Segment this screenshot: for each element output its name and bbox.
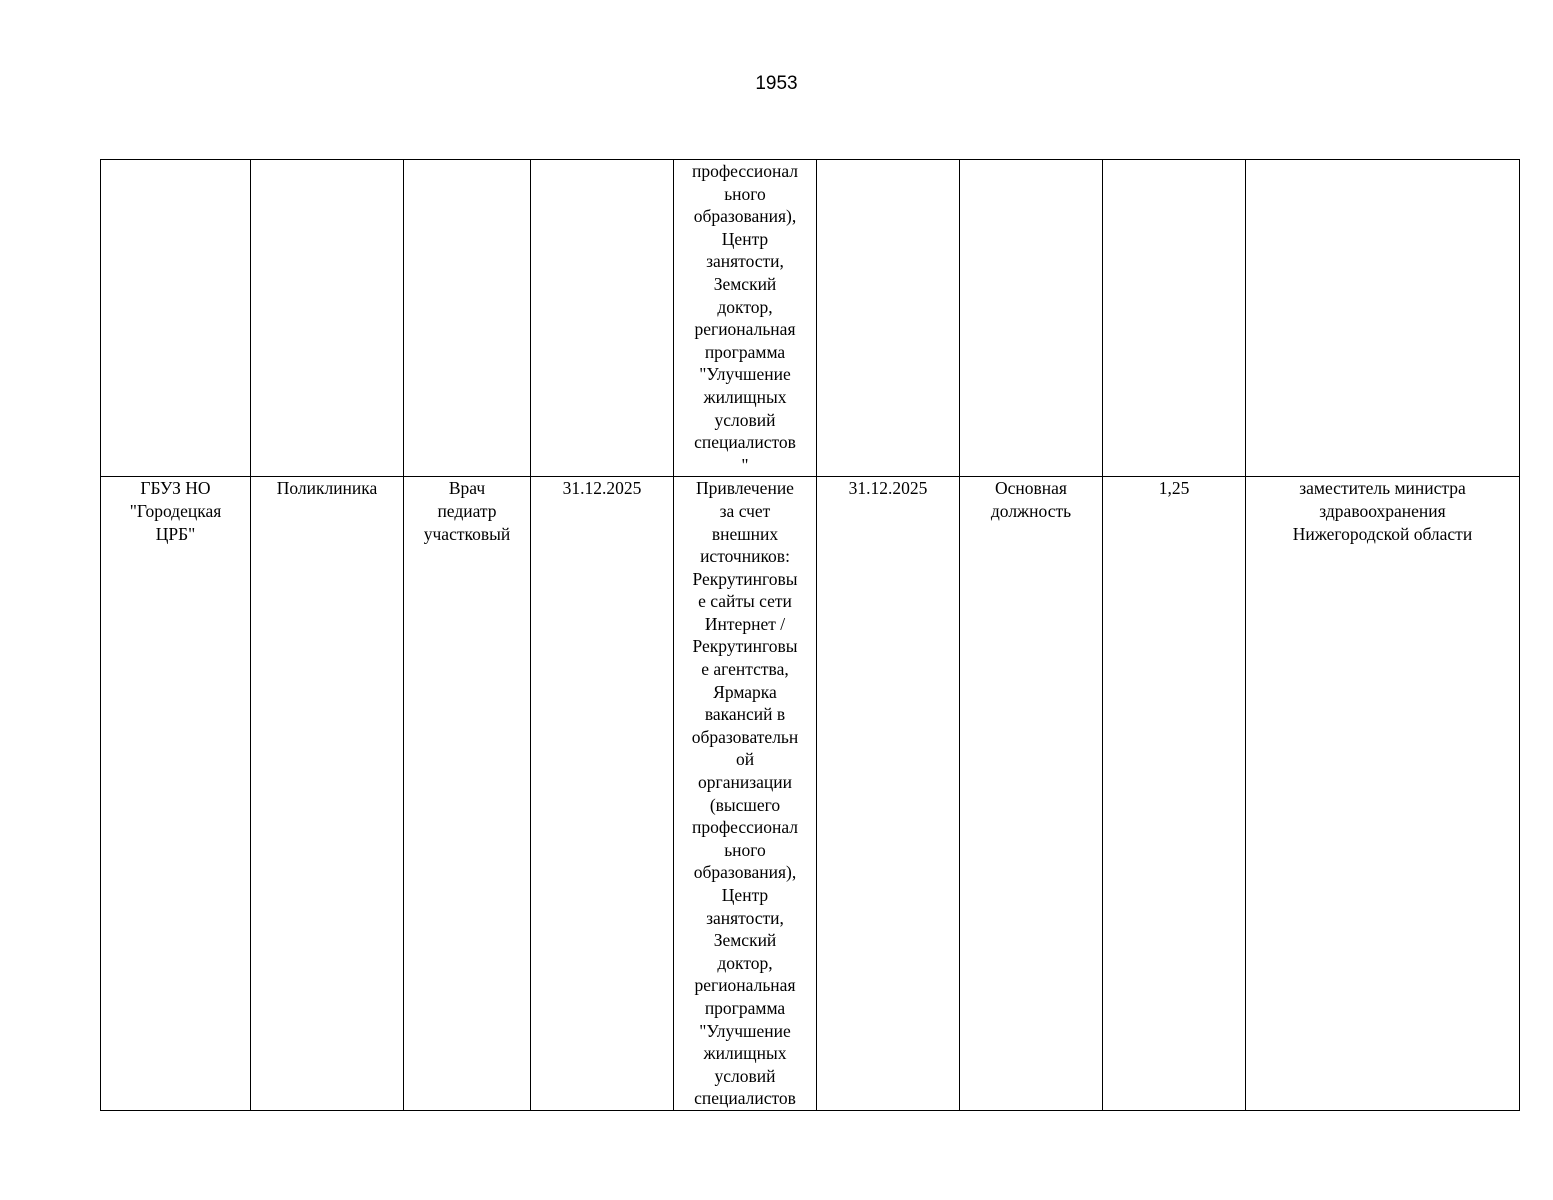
department-cell (251, 160, 404, 477)
date-planned-cell: 31.12.2025 (817, 477, 960, 1111)
position-cell: Врач педиатр участковый (404, 477, 531, 1111)
department-cell: Поликлиника (251, 477, 404, 1111)
page-number: 1953 (755, 73, 798, 94)
table-row (101, 477, 1520, 1111)
responsible-cell (1246, 160, 1520, 477)
recruitment-method-cell: Привлечение за счет внешних источников: Рекрутинговы е сайты сети Интернет / Рекрутинговы е агентства, Ярмарка вакансий в образовательн ой организации (высшего профессионал ьного образования), Центр занятости, Земский доктор, региональная программа "Улучшение жилищных условий специалистов (674, 477, 817, 1111)
position-type-cell: Основная должность (960, 477, 1103, 1111)
table-row (101, 160, 1520, 477)
organization-cell: ГБУЗ НО "Городецкая ЦРБ" (101, 477, 251, 1111)
organization-cell (101, 160, 251, 477)
date-needed-cell: 31.12.2025 (531, 477, 674, 1111)
position-type-cell (960, 160, 1103, 477)
rate-cell (1103, 160, 1246, 477)
date-needed-cell (531, 160, 674, 477)
rate-cell: 1,25 (1103, 477, 1246, 1111)
date-planned-cell (817, 160, 960, 477)
recruitment-method-cell: профессионал ьного образования), Центр занятости, Земский доктор, региональная программа "Улучшение жилищных условий специалистов " (674, 160, 817, 477)
vacancy-table (100, 159, 1520, 1111)
responsible-cell: заместитель министра здравоохранения Нижегородской области (1246, 477, 1520, 1111)
position-cell (404, 160, 531, 477)
